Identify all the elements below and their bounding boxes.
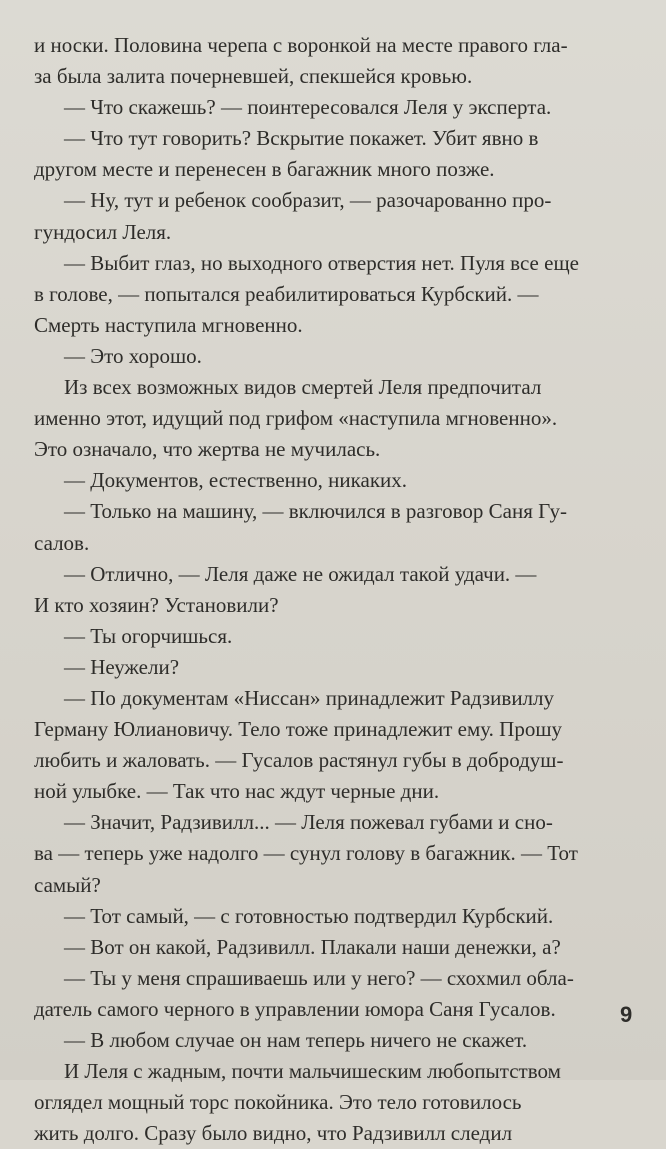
- text-line: Герману Юлиановичу. Тело тоже принадлежит ему. Прошу: [34, 717, 562, 742]
- text-line: И кто хозяин? Установили?: [34, 592, 279, 617]
- text-line: Из всех возможных видов смертей Леля предпочитал: [64, 375, 542, 400]
- text-line: салов.: [34, 530, 90, 555]
- text-line: — Вот он какой, Радзивилл. Плакали наши денежки, а?: [64, 934, 561, 959]
- text-line: другом месте и перенесен в багажник много позже.: [34, 157, 495, 182]
- text-line: в голове, — попытался реабилитироваться Курбский. —: [34, 281, 539, 306]
- text-line: — Документов, естественно, никаких.: [64, 468, 408, 493]
- text-line: ва — теперь уже надолго — сунул голову в багажник. — Тот: [34, 841, 578, 866]
- text-line: оглядел мощный торс покойника. Это тело готовилось: [34, 1090, 522, 1115]
- text-line: за была залита почерневшей, спекшейся кровью.: [34, 64, 473, 89]
- text-line: и носки. Половина черепа с воронкой на месте правого гла-: [34, 33, 568, 57]
- body-text: [34, 30, 602, 1149]
- text-line: — Выбит глаз, но выходного отверстия нет. Пуля все еще: [64, 250, 579, 275]
- text-line: любить и жаловать. — Гусалов растянул губы в добродуш-: [34, 748, 564, 773]
- text-line: — Ты у меня спрашиваешь или у него? — схохмил обла-: [64, 965, 574, 990]
- text-line: — Только на машину, — включился в разговор Саня Гу-: [64, 499, 567, 524]
- text-line: — Неужели?: [64, 654, 180, 679]
- page-number: 9: [620, 1002, 633, 1027]
- text-line: гундосил Леля.: [34, 219, 172, 244]
- text-line: — Ты огорчишься.: [64, 623, 233, 648]
- text-line: датель самого черного в управлении юмора Саня Гусалов.: [34, 996, 556, 1021]
- text-line: — Что скажешь? — поинтересовался Леля у эксперта.: [64, 95, 552, 120]
- text-line: — Ну, тут и ребенок сообразит, — разочарованно про-: [64, 188, 552, 213]
- text-line: — В любом случае он нам теперь ничего не скажет.: [64, 1028, 528, 1052]
- text-line: — Что тут говорить? Вскрытие покажет. Убит явно в: [64, 126, 539, 151]
- text-line: самый?: [34, 872, 101, 897]
- text-line: — По документам «Ниссан» принадлежит Радзивиллу: [64, 685, 555, 710]
- text-line: Это означало, что жертва не мучилась.: [34, 437, 381, 462]
- text-line: ной улыбке. — Так что нас ждут черные дни.: [34, 779, 440, 804]
- text-line: именно этот, идущий под грифом «наступила мгновенно».: [34, 406, 558, 431]
- text-line: — Это хорошо.: [64, 343, 202, 368]
- text-line: — Тот самый, — с готовностью подтвердил Курбский.: [64, 903, 554, 928]
- text-line: жить долго. Сразу было видно, что Радзивилл следил: [34, 1121, 513, 1146]
- text-line: — Значит, Радзивилл... — Леля пожевал губами и сно-: [64, 810, 553, 835]
- text-line: — Отлично, — Леля даже не ожидал такой удачи. —: [64, 561, 537, 586]
- text-line: Смерть наступила мгновенно.: [34, 312, 303, 337]
- text-line: И Леля с жадным, почти мальчишеским любопытством: [64, 1059, 561, 1084]
